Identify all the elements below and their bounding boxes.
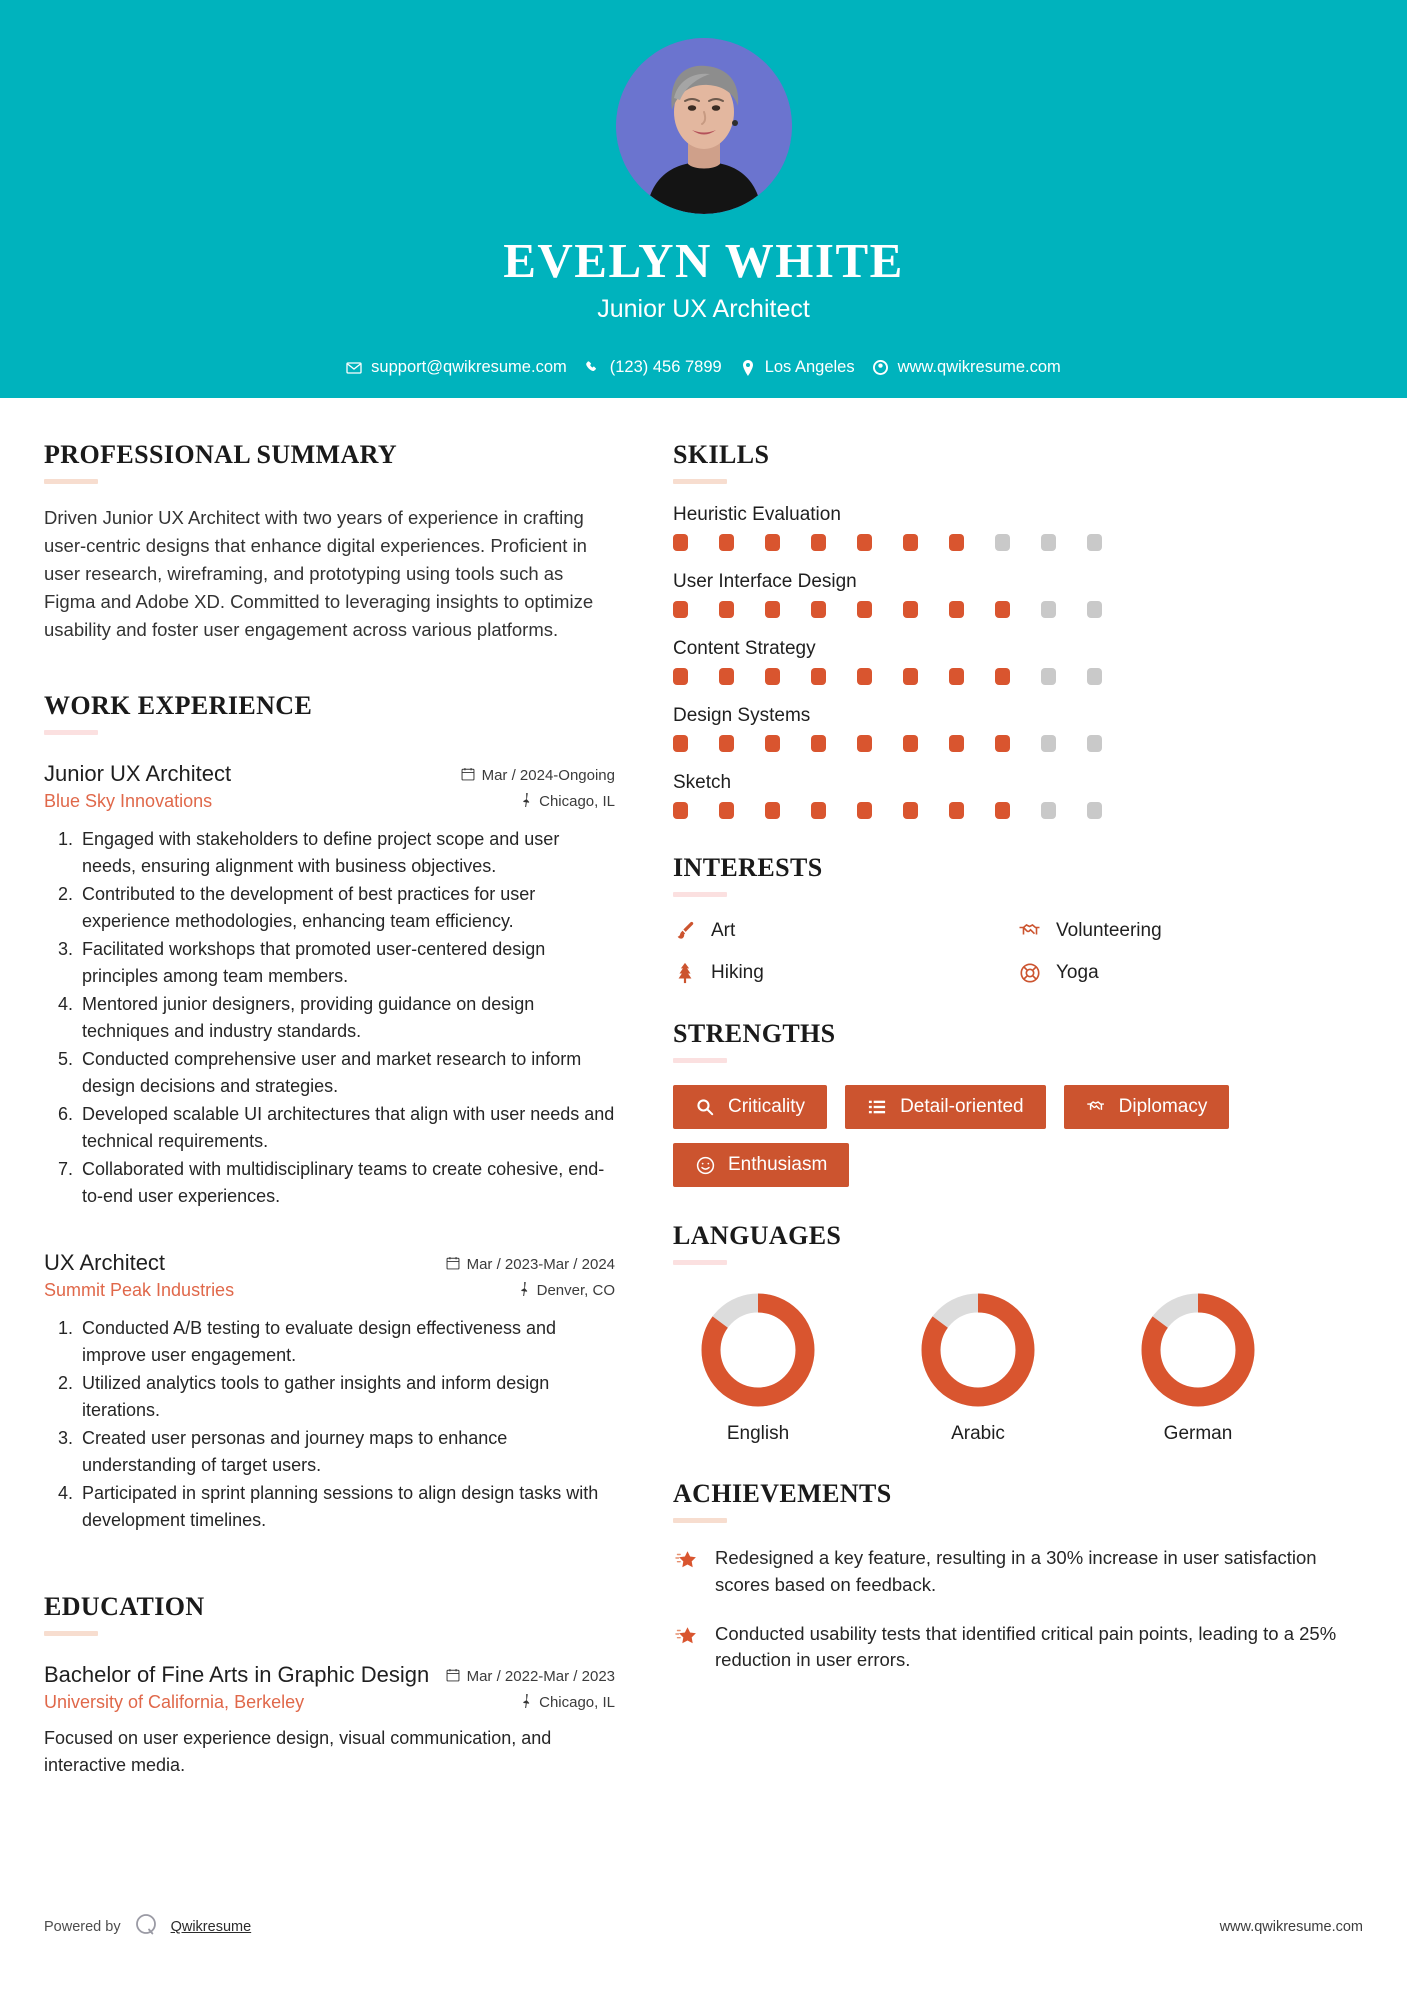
skill-dot-filled (765, 601, 780, 618)
skill-dot-empty (1041, 735, 1056, 752)
skill-dot-empty (1041, 668, 1056, 685)
skill-dot-filled (949, 668, 964, 685)
strength-chip-criticality[interactable] (673, 1085, 827, 1129)
skill-dot-empty (1041, 601, 1056, 618)
skill-rating (673, 668, 1363, 685)
resume-body (0, 398, 1407, 1779)
skill-dot-filled (995, 802, 1010, 819)
skill-dot-filled (673, 668, 688, 685)
language-label: German (1163, 1423, 1233, 1444)
footer-website: www.qwikresume.com (1219, 1919, 1363, 1935)
qwikresume-logo-icon (133, 1912, 159, 1942)
contact-website[interactable] (873, 358, 1061, 377)
contact-location (740, 358, 855, 377)
job-location-text: Chicago, IL (539, 793, 615, 811)
section-rule (673, 892, 727, 897)
list-item: 4. Participated in sprint planning sessions to align design tasks with development timelines. (78, 1480, 615, 1534)
list-item: 2. Contributed to the development of best practices for user experience methodologies, enhancing team efficiency. (78, 881, 615, 935)
skill-name: User Interface Design (673, 571, 857, 592)
skill-item (673, 571, 1363, 618)
job-org: Blue Sky Innovations (44, 790, 213, 811)
job-bullet-list (44, 826, 615, 1210)
section-heading: LANGUAGES (673, 1221, 842, 1250)
interest-item-yoga (1018, 961, 1363, 985)
list-item: 2. Utilized analytics tools to gather insights and inform design iterations. (78, 1370, 615, 1424)
section-heading: PROFESSIONAL SUMMARY (44, 440, 398, 469)
left-column (0, 398, 645, 1779)
interest-label: Hiking (711, 962, 764, 983)
contact-location-text: Los Angeles (764, 358, 855, 376)
section-heading: STRENGTHS (673, 1019, 836, 1048)
education-location (520, 1694, 615, 1712)
section-skills (673, 440, 1363, 819)
contact-website-text: www.qwikresume.com (897, 358, 1061, 376)
right-column (645, 398, 1407, 1779)
avatar (616, 38, 792, 214)
skill-dot-empty (1087, 735, 1102, 752)
language-row (673, 1291, 1363, 1445)
skill-dot-filled (719, 735, 734, 752)
skill-dot-filled (811, 601, 826, 618)
education-date (446, 1668, 615, 1686)
section-rule (673, 1518, 727, 1523)
language-item (1113, 1291, 1283, 1445)
strength-label: Detail-oriented (900, 1096, 1024, 1117)
calendar-icon (446, 1256, 460, 1274)
job-date-text: Mar / 2023-Mar / 2024 (466, 1256, 615, 1274)
work-entry (44, 761, 615, 1210)
skill-item (673, 705, 1363, 752)
skill-item (673, 638, 1363, 685)
skill-dot-filled (673, 802, 688, 819)
skill-rating (673, 601, 1363, 618)
footer-brand-link[interactable]: Qwikresume (170, 1919, 252, 1935)
section-heading: SKILLS (673, 440, 770, 469)
education-entry (44, 1662, 615, 1779)
pin-icon (518, 1282, 530, 1300)
skill-dot-filled (673, 534, 688, 551)
section-achievements (673, 1479, 1363, 1674)
skill-dot-filled (719, 668, 734, 685)
skill-dot-filled (811, 668, 826, 685)
interest-item-hiking (673, 961, 1018, 985)
section-rule (673, 1260, 727, 1265)
job-date (446, 1256, 615, 1274)
skill-name: Design Systems (673, 705, 811, 726)
job-role: UX Architect (44, 1249, 166, 1275)
interest-grid (673, 919, 1363, 985)
skill-dot-empty (1087, 534, 1102, 551)
skill-dot-filled (811, 534, 826, 551)
achievement-text: Conducted usability tests that identified critical pain points, leading to a 25% reduction in user errors. (715, 1622, 1337, 1671)
skill-dot-filled (995, 668, 1010, 685)
interest-item-art (673, 919, 1018, 943)
school-name: University of California, Berkeley (44, 1691, 305, 1712)
section-rule (673, 1058, 727, 1063)
skill-dot-empty (1041, 534, 1056, 551)
skill-dot-empty (1041, 802, 1056, 819)
section-interests (673, 853, 1363, 985)
skill-dot-filled (903, 668, 918, 685)
education-date-text: Mar / 2022-Mar / 2023 (466, 1668, 615, 1686)
phone-icon (585, 360, 601, 376)
education-location-text: Chicago, IL (539, 1694, 615, 1712)
achievement-item (673, 1621, 1363, 1675)
skill-dot-filled (857, 601, 872, 618)
skill-rating (673, 735, 1363, 752)
list-item: 1. Engaged with stakeholders to define project scope and user needs, ensuring alignment with business objectives. (78, 826, 615, 880)
language-donut (1113, 1291, 1283, 1409)
skill-dot-filled (949, 601, 964, 618)
skill-item (673, 504, 1363, 551)
skill-dot-empty (995, 534, 1010, 551)
job-location (520, 793, 615, 811)
list-item: 1. Conducted A/B testing to evaluate design effectiveness and improve user engagement. (78, 1315, 615, 1369)
skill-dot-filled (673, 735, 688, 752)
star-badge-icon (673, 1623, 699, 1649)
section-strengths (673, 1019, 1363, 1187)
job-bullet-list (44, 1315, 615, 1534)
footer (0, 1912, 1407, 1942)
list-item: 4. Mentored junior designers, providing guidance on design techniques and industry standards. (78, 991, 615, 1045)
skill-dot-filled (949, 735, 964, 752)
skill-dot-empty (1087, 601, 1102, 618)
strength-list (673, 1085, 1313, 1187)
location-pin-icon (740, 360, 756, 376)
job-org: Summit Peak Industries (44, 1279, 235, 1300)
section-heading: WORK EXPERIENCE (44, 690, 313, 720)
job-date-text: Mar / 2024-Ongoing (481, 767, 615, 785)
section-education (44, 1592, 615, 1779)
section-professional-summary (44, 440, 615, 645)
contact-phone-text: (123) 456 7899 (609, 358, 722, 376)
job-location (518, 1282, 615, 1300)
list-icon (867, 1097, 887, 1117)
job-role: Junior UX Architect (44, 760, 232, 786)
skill-dot-filled (857, 802, 872, 819)
section-heading: INTERESTS (673, 853, 823, 882)
language-item (673, 1291, 843, 1445)
skill-name: Content Strategy (673, 638, 816, 659)
paintbrush-icon (673, 919, 697, 943)
footer-powered-by (44, 1912, 251, 1942)
skill-dot-empty (1087, 668, 1102, 685)
section-rule (44, 730, 98, 735)
list-item: 5. Conducted comprehensive user and market research to inform design decisions and strategies. (78, 1046, 615, 1100)
section-heading: ACHIEVEMENTS (673, 1479, 892, 1508)
star-badge-icon (673, 1547, 699, 1573)
list-item: 3. Created user personas and journey maps to enhance understanding of target users. (78, 1425, 615, 1479)
skill-rating (673, 534, 1363, 551)
skill-dot-filled (719, 802, 734, 819)
skill-name: Sketch (673, 772, 732, 793)
contact-email[interactable] (346, 358, 567, 377)
skill-dot-empty (1087, 802, 1102, 819)
list-item: 6. Developed scalable UI architectures that align with user needs and technical requirements. (78, 1101, 615, 1155)
lifebuoy-icon (1018, 961, 1042, 985)
interest-label: Volunteering (1056, 920, 1162, 941)
skill-dot-filled (765, 735, 780, 752)
skill-dot-filled (765, 534, 780, 551)
education-description: Focused on user experience design, visual communication, and interactive media. (44, 1727, 552, 1775)
skill-name: Heuristic Evaluation (673, 504, 841, 525)
strength-label: Enthusiasm (728, 1154, 828, 1175)
summary-text: Driven Junior UX Architect with two years of experience in crafting user-centric designs that enhance digital experiences. Proficient in user research, wireframing, and prototyping using tools such as Figma and Adobe XD. Committed to leveraging insights to optimize usability and foster user engagement across various platforms. (44, 507, 594, 641)
language-label: Arabic (951, 1423, 1005, 1444)
job-location-text: Denver, CO (536, 1282, 615, 1300)
section-heading: EDUCATION (44, 1591, 205, 1621)
skill-dot-filled (765, 802, 780, 819)
language-label: English (726, 1423, 790, 1444)
skill-dot-filled (719, 534, 734, 551)
section-rule (44, 1631, 98, 1636)
contact-row (346, 358, 1061, 377)
skill-dot-filled (995, 735, 1010, 752)
language-item (893, 1291, 1063, 1445)
job-date (461, 767, 615, 785)
interest-item-volunteering (1018, 919, 1363, 943)
language-donut (893, 1291, 1063, 1409)
work-entry (44, 1250, 615, 1534)
achievement-item (673, 1545, 1363, 1599)
section-rule (44, 479, 98, 484)
search-icon (695, 1097, 715, 1117)
page-title: EVELYN WHITE (503, 233, 904, 288)
resume-header (0, 0, 1407, 398)
skill-dot-filled (857, 668, 872, 685)
contact-phone[interactable] (585, 358, 722, 377)
skill-dot-filled (765, 668, 780, 685)
strength-chip-detail-oriented[interactable] (845, 1085, 1046, 1129)
job-title: Junior UX Architect (597, 295, 810, 323)
section-work-experience (44, 691, 615, 1534)
list-item: 3. Facilitated workshops that promoted user-centered design principles among team members. (78, 936, 615, 990)
mail-icon (346, 360, 362, 376)
handshake-icon (1018, 919, 1042, 943)
interest-label: Yoga (1056, 962, 1099, 983)
language-donut (673, 1291, 843, 1409)
skill-dot-filled (903, 534, 918, 551)
list-item: 7. Collaborated with multidisciplinary teams to create cohesive, end-to-end user experiences. (78, 1156, 615, 1210)
skill-dot-filled (811, 802, 826, 819)
skill-dot-filled (995, 601, 1010, 618)
skill-dot-filled (903, 802, 918, 819)
smiley-icon (695, 1155, 715, 1175)
strength-label: Criticality (728, 1096, 806, 1117)
skill-dot-filled (811, 735, 826, 752)
strength-label: Diplomacy (1118, 1096, 1208, 1117)
skill-dot-filled (949, 802, 964, 819)
interest-label: Art (711, 920, 736, 941)
handshake-icon (1086, 1097, 1106, 1117)
footer-powered-label: Powered by (44, 1919, 121, 1935)
pin-icon (520, 793, 532, 811)
skill-dot-filled (673, 601, 688, 618)
tree-icon (673, 961, 697, 985)
skill-dot-filled (857, 534, 872, 551)
globe-icon (873, 360, 889, 376)
skill-item (673, 772, 1363, 819)
skill-dot-filled (719, 601, 734, 618)
strength-chip-enthusiasm[interactable] (673, 1143, 849, 1187)
skill-rating (673, 802, 1363, 819)
contact-email-text: support@qwikresume.com (371, 358, 567, 376)
section-languages (673, 1221, 1363, 1445)
calendar-icon (461, 767, 475, 785)
pin-icon (520, 1694, 532, 1712)
achievement-text: Redesigned a key feature, resulting in a 30% increase in user satisfaction scores based on feedback. (715, 1547, 1317, 1595)
skill-dot-filled (857, 735, 872, 752)
skill-dot-filled (903, 601, 918, 618)
degree-title: Bachelor of Fine Arts in Graphic Design (44, 1661, 430, 1687)
calendar-icon (446, 1668, 460, 1686)
strength-chip-diplomacy[interactable] (1064, 1085, 1230, 1129)
section-rule (673, 479, 727, 484)
skill-dot-filled (903, 735, 918, 752)
skill-dot-filled (949, 534, 964, 551)
